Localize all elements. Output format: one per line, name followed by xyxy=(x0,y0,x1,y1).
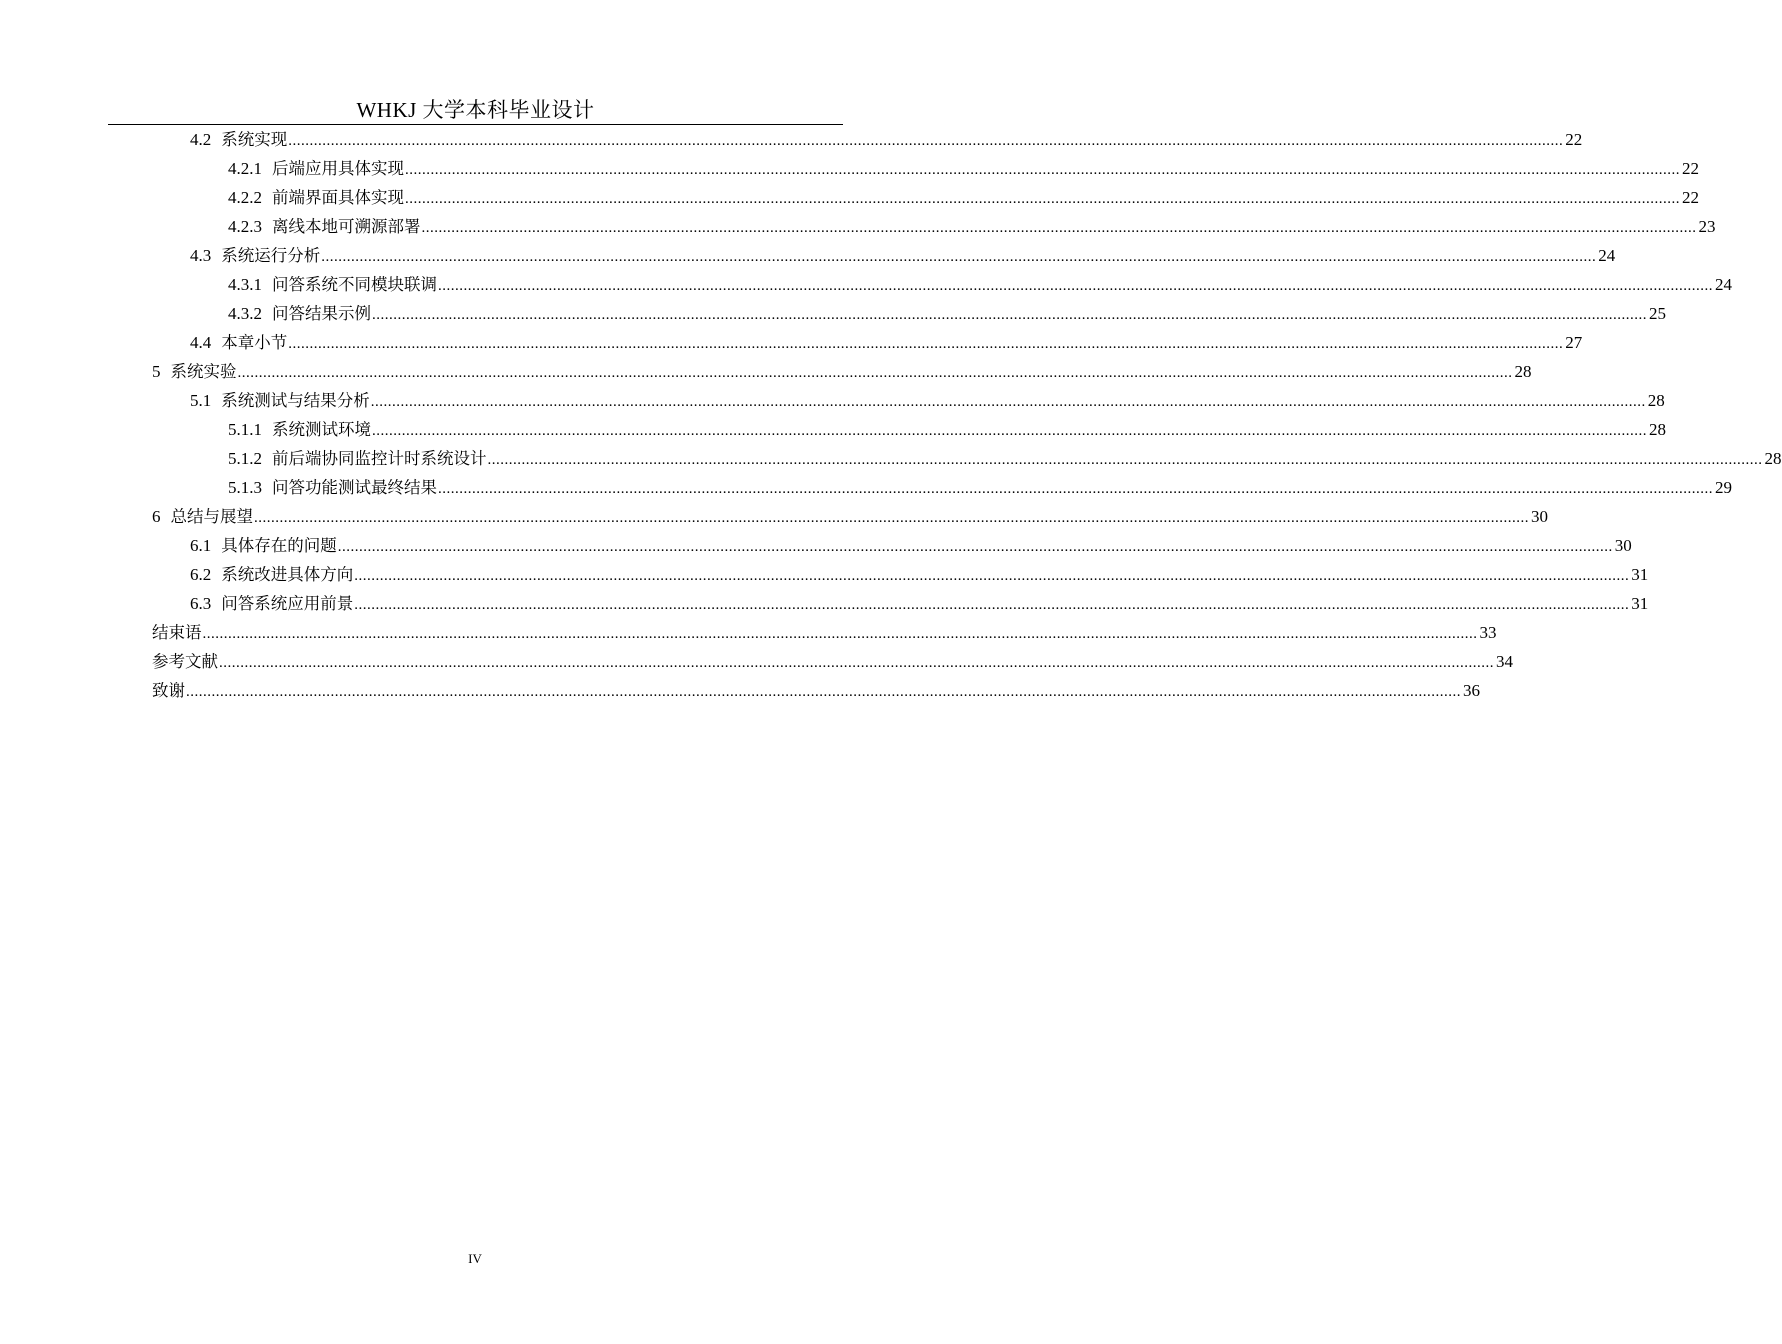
toc-entry-title: 离线本地可溯源部署 xyxy=(272,216,421,236)
toc-entry-page: 28 xyxy=(1649,420,1666,439)
running-header: WHKJ 大学本科毕业设计 xyxy=(356,98,595,122)
toc-entry[interactable] xyxy=(228,270,1732,299)
toc-entry-number: 6 xyxy=(152,507,161,527)
toc-entry[interactable] xyxy=(190,241,1616,270)
toc-entry-page: 27 xyxy=(1565,332,1583,352)
toc-entry[interactable] xyxy=(228,183,1699,212)
dot-leader: ............................................................................................................................................................................................................................................................................................................ xyxy=(438,481,1713,498)
toc-entry-title: 系统改进具体方向 xyxy=(221,565,354,585)
toc-entry-page: 22 xyxy=(1682,187,1699,207)
dot-leader: ............................................................................................................................................................................................................................................................................................................ xyxy=(186,684,1461,701)
toc-entry-page: 28 xyxy=(1647,390,1665,410)
toc-entry-number: 4.2.2 xyxy=(228,187,262,207)
toc-entry-title: 本章小节 xyxy=(221,332,288,352)
toc-entry-page: 24 xyxy=(1715,274,1732,294)
toc-entry-title: 结束语 xyxy=(152,623,202,643)
toc-entry-page: 24 xyxy=(1598,245,1616,265)
toc-entry[interactable] xyxy=(190,386,1665,415)
toc-entry[interactable] xyxy=(228,212,1716,241)
dot-leader: ............................................................................................................................................................................................................................................................................................................ xyxy=(370,393,1646,410)
toc-entry-title: 问答结果示例 xyxy=(272,303,371,323)
toc-entry-title: 前后端协同监控计时系统设计 xyxy=(272,449,487,469)
toc-entry-title: 系统运行分析 xyxy=(221,245,321,265)
toc-entry-title: 问答功能测试最终结果 xyxy=(272,478,437,498)
dot-leader: ............................................................................................................................................................................................................................................................................................................ xyxy=(288,335,1564,352)
dot-leader: ............................................................................................................................................................................................................................................................................................................ xyxy=(372,306,1647,323)
toc-entry-title: 具体存在的问题 xyxy=(221,536,337,556)
toc-entry-number: 5.1.1 xyxy=(228,420,262,439)
toc-entry[interactable] xyxy=(152,357,1532,386)
dot-leader: ............................................................................................................................................................................................................................................................................................................ xyxy=(237,364,1513,381)
toc-entry[interactable] xyxy=(228,473,1732,502)
toc-entry[interactable] xyxy=(228,154,1699,183)
toc-entry-page: 36 xyxy=(1463,681,1480,701)
toc-entry-page: 31 xyxy=(1631,565,1649,585)
toc-entry-number: 4.3.2 xyxy=(228,303,262,323)
toc-entry-title: 前端界面具体实现 xyxy=(272,187,404,207)
dot-leader: ............................................................................................................................................................................................................................................................................................................ xyxy=(337,539,1613,556)
dot-leader: ............................................................................................................................................................................................................................................................................................................ xyxy=(254,510,1529,527)
dot-leader: ............................................................................................................................................................................................................................................................................................................ xyxy=(372,423,1647,439)
toc-entry-page: 29 xyxy=(1715,478,1732,498)
toc-entry-page: 22 xyxy=(1682,158,1699,178)
dot-leader: ............................................................................................................................................................................................................................................................................................................ xyxy=(354,597,1630,614)
toc-entry[interactable] xyxy=(190,589,1649,618)
toc-entry-number: 4.2 xyxy=(190,129,212,149)
toc-entry[interactable] xyxy=(190,328,1583,357)
dot-leader: ............................................................................................................................................................................................................................................................................................................ xyxy=(288,132,1564,149)
toc-entry-number: 4.4 xyxy=(190,332,212,352)
toc-entry-page: 23 xyxy=(1698,216,1716,236)
toc-entry-page: 28 xyxy=(1764,449,1782,469)
toc-entry-number: 4.3.1 xyxy=(228,274,262,294)
toc-entry-title: 参考文献 xyxy=(152,652,218,672)
toc-entry[interactable] xyxy=(190,125,1583,154)
toc-entry-page: 30 xyxy=(1531,507,1548,527)
toc-entry[interactable] xyxy=(152,618,1497,647)
toc-entry[interactable] xyxy=(190,531,1632,560)
toc-entry-page: 33 xyxy=(1479,623,1497,643)
page-number: IV xyxy=(468,1251,482,1266)
dot-leader: ............................................................................................................................................................................................................................................................................................................ xyxy=(219,655,1494,672)
toc-entry-title: 系统实验 xyxy=(170,361,237,381)
toc-entry-number: 4.2.1 xyxy=(228,158,262,178)
toc-entry-page: 25 xyxy=(1649,303,1666,323)
toc-entry[interactable] xyxy=(152,676,1480,705)
toc-entry-title: 系统测试环境 xyxy=(272,420,371,439)
toc-entry[interactable] xyxy=(228,444,1782,473)
toc-entry[interactable] xyxy=(190,560,1649,589)
toc-entry[interactable] xyxy=(152,647,1513,676)
toc-entry-page: 28 xyxy=(1514,361,1532,381)
dot-leader: ............................................................................................................................................................................................................................................................................................................ xyxy=(438,277,1713,294)
toc-entry-title: 系统测试与结果分析 xyxy=(221,390,370,410)
toc-entry-page: 31 xyxy=(1631,594,1649,614)
toc-entry-number: 6.3 xyxy=(190,594,212,614)
toc-entry-number: 5.1.3 xyxy=(228,478,262,498)
toc-entry-number: 6.1 xyxy=(190,536,212,556)
dot-leader: ............................................................................................................................................................................................................................................................................................................ xyxy=(354,568,1630,585)
dot-leader: ............................................................................................................................................................................................................................................................................................................ xyxy=(421,219,1697,236)
toc-entry-title: 问答系统不同模块联调 xyxy=(272,274,437,294)
toc-entry-title: 总结与展望 xyxy=(170,507,253,527)
toc-entry[interactable] xyxy=(228,299,1666,328)
toc-entry-title: 系统实现 xyxy=(221,129,288,149)
toc-entry-number: 5.1 xyxy=(190,390,212,410)
dot-leader: ............................................................................................................................................................................................................................................................................................................ xyxy=(405,161,1680,178)
toc-entry-number: 4.2.3 xyxy=(228,216,262,236)
toc-entry-number: 5.1.2 xyxy=(228,449,262,469)
toc-entry-title: 致谢 xyxy=(152,681,185,701)
dot-leader: ............................................................................................................................................................................................................................................................................................................ xyxy=(321,248,1597,265)
toc-entry-number: 6.2 xyxy=(190,565,212,585)
dot-leader: ............................................................................................................................................................................................................................................................................................................ xyxy=(405,190,1680,207)
toc-entry[interactable] xyxy=(152,502,1548,531)
toc-entry-page: 34 xyxy=(1496,652,1513,672)
toc-entry-title: 问答系统应用前景 xyxy=(221,594,354,614)
toc-entry-page: 22 xyxy=(1565,129,1583,149)
dot-leader: ............................................................................................................................................................................................................................................................................................................ xyxy=(487,452,1763,469)
toc-entry-number: 5 xyxy=(152,361,161,381)
toc-entry[interactable] xyxy=(228,415,1666,444)
toc-entry-title: 后端应用具体实现 xyxy=(272,158,404,178)
toc-entry-page: 30 xyxy=(1614,536,1632,556)
dot-leader: ............................................................................................................................................................................................................................................................................................................ xyxy=(202,626,1478,643)
toc-entry-number: 4.3 xyxy=(190,245,212,265)
